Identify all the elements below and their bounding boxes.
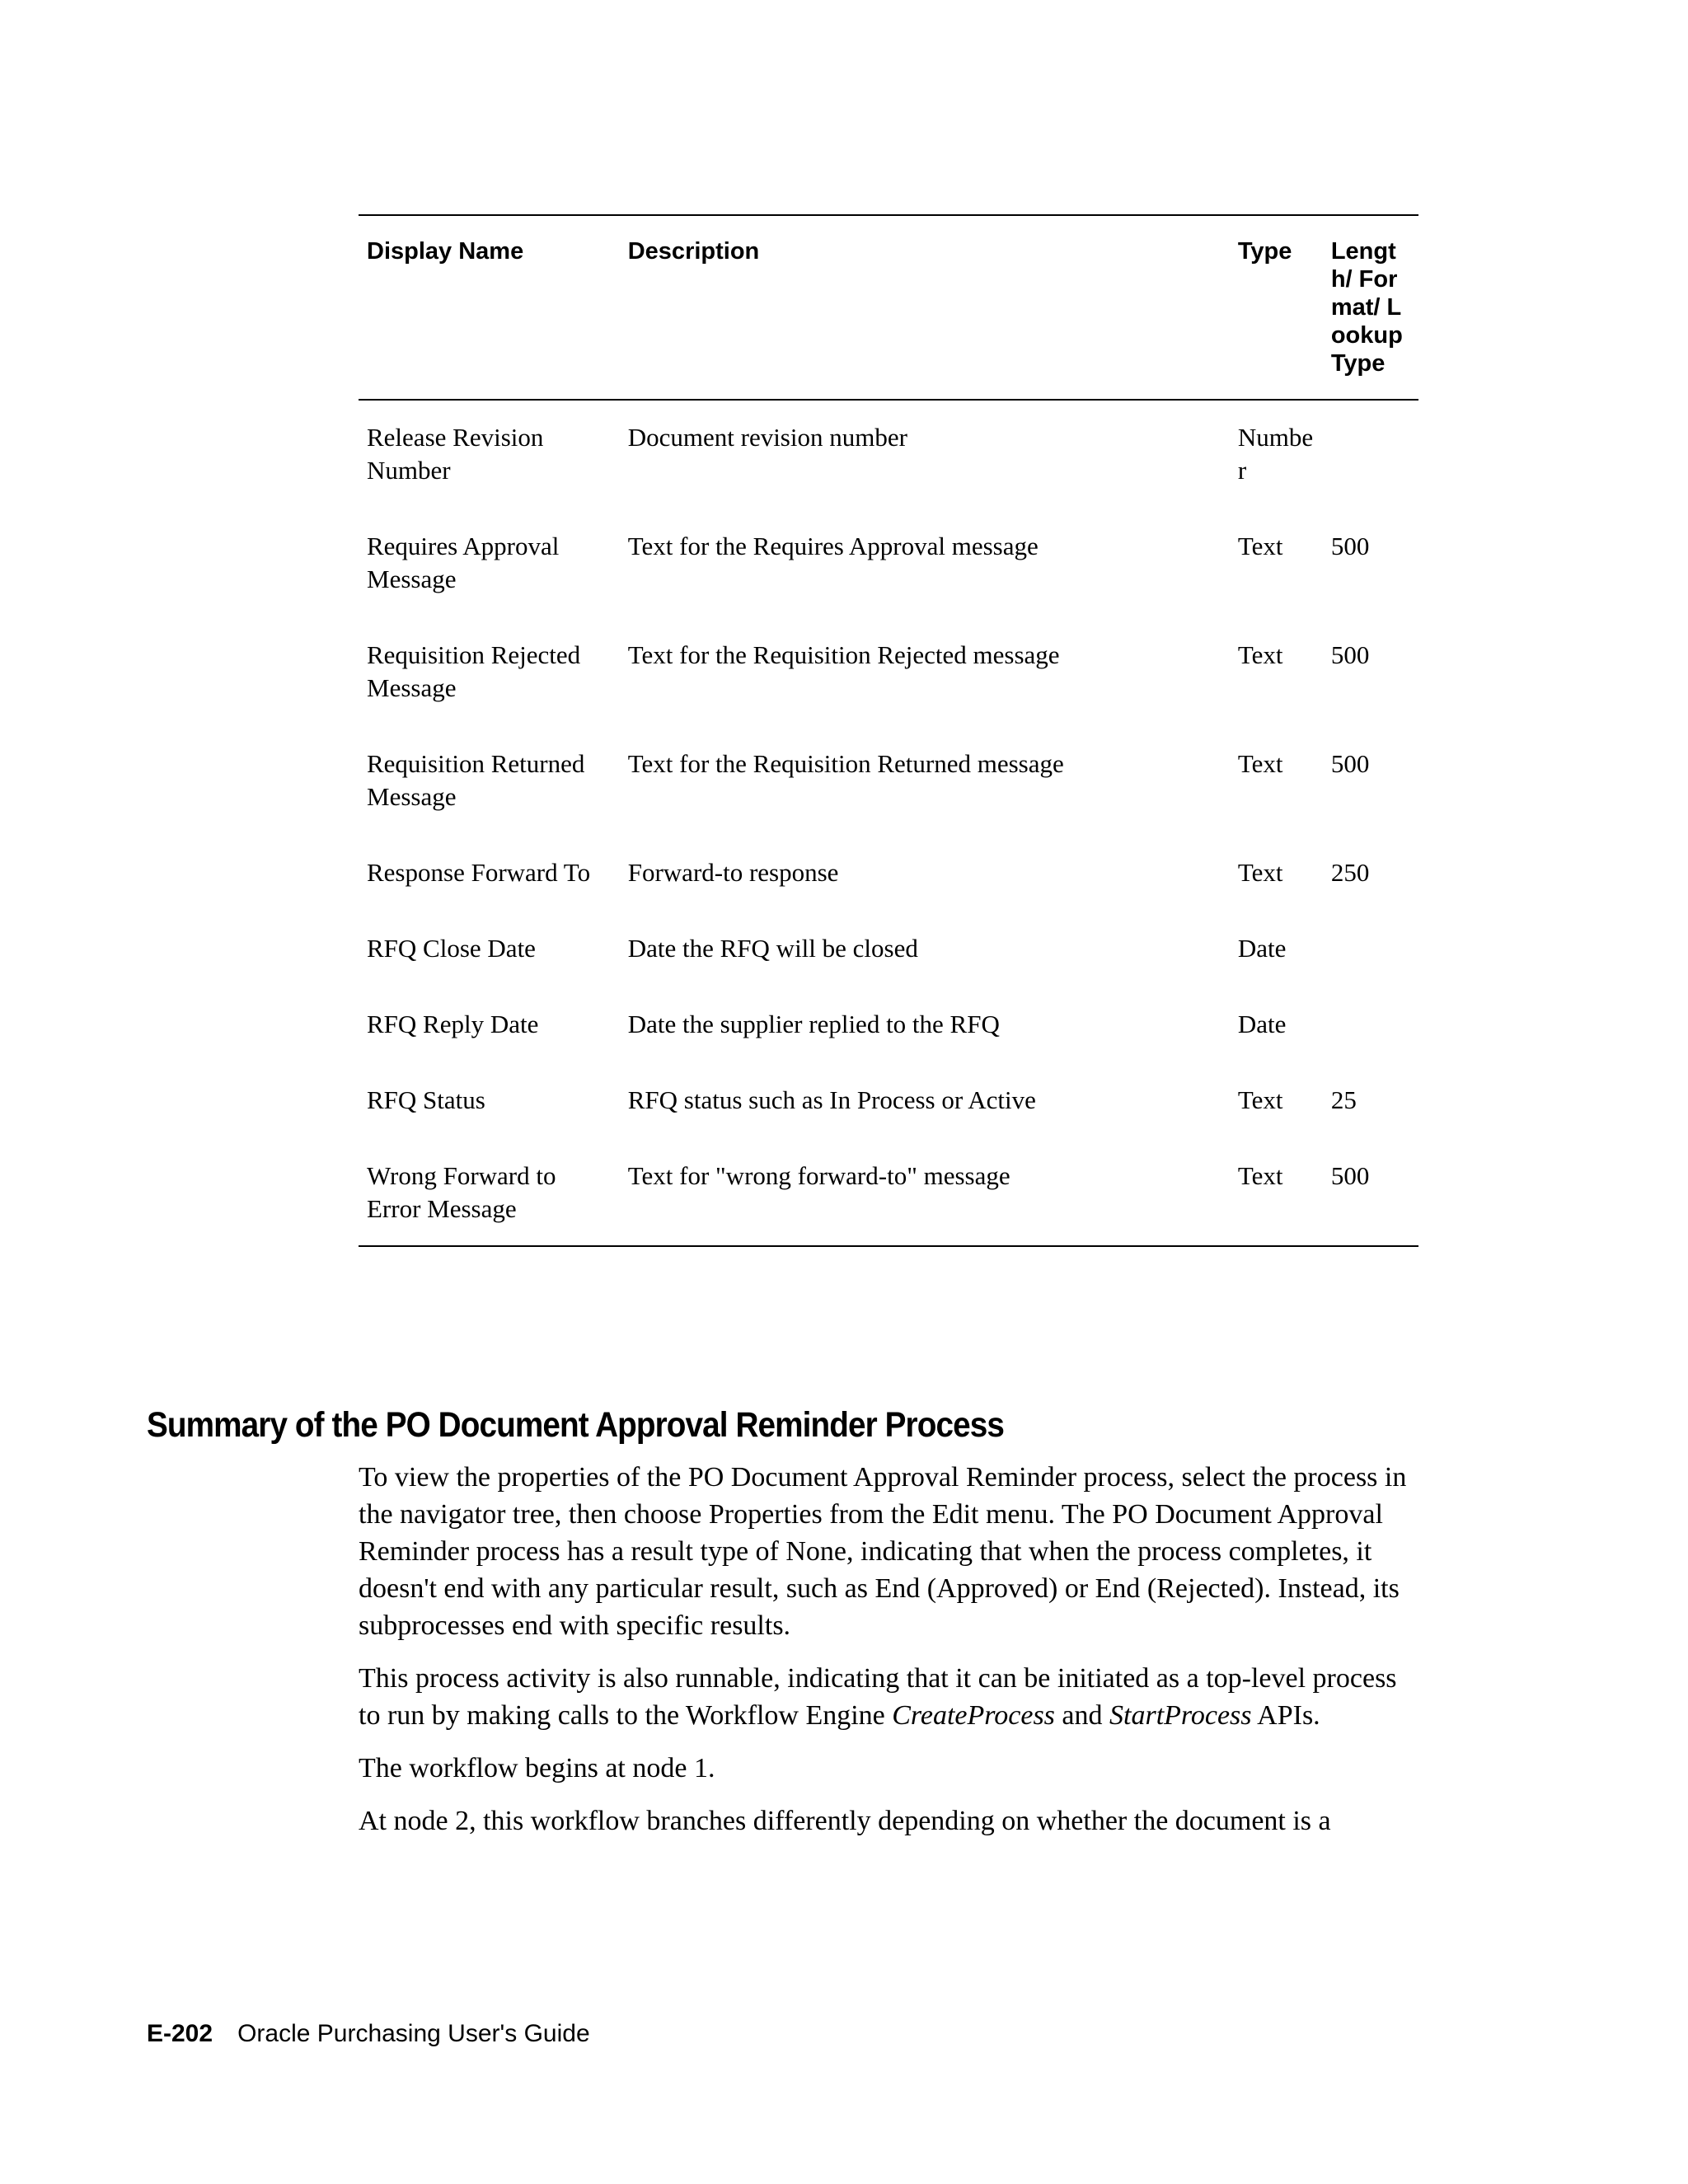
cell-length: 500 bbox=[1330, 1161, 1370, 1190]
cell-description: Text for "wrong forward-to" message bbox=[627, 1161, 1010, 1190]
cell-name: Requisition Returned Message bbox=[367, 749, 585, 811]
table-row bbox=[359, 530, 1418, 639]
cell-description: Date the supplier replied to the RFQ bbox=[627, 1010, 1000, 1038]
header-length-text: Length/ Format/ Lookup Type bbox=[1330, 238, 1403, 377]
cell-name: Requisition Rejected Message bbox=[367, 640, 581, 702]
table-row bbox=[359, 748, 1418, 856]
cell-name: Response Forward To bbox=[367, 858, 591, 887]
table-row bbox=[359, 1084, 1418, 1160]
book-title: Oracle Purchasing User's Guide bbox=[237, 2020, 590, 2047]
cell-name: Requires Approval Message bbox=[367, 532, 560, 593]
cell-name: Wrong Forward to Error Message bbox=[367, 1161, 556, 1223]
header-description: Description bbox=[627, 238, 760, 265]
cell-name: Release Revision Number bbox=[367, 423, 544, 485]
page-number: E-202 bbox=[147, 2020, 213, 2047]
paragraph-properties: To view the properties of the PO Document Approval Reminder process, select the process in the navigator tree, then choose Properties from the Edit menu. The PO Document Approval Reminder process has a result type of None, indicating that when the process completes, it doesn't end with any particular result, such as End (Approved) or End (Rejected). Instead, its subprocesses end with specific results. bbox=[359, 1462, 1407, 1641]
header-length bbox=[1323, 215, 1418, 400]
cell-length: 250 bbox=[1330, 858, 1370, 887]
cell-type: Text bbox=[1237, 532, 1283, 560]
table-header-row bbox=[359, 215, 1418, 400]
header-display-name: Display Name bbox=[367, 238, 524, 265]
table-row bbox=[359, 856, 1418, 932]
cell-description: Date the RFQ will be closed bbox=[627, 934, 918, 963]
cell-length bbox=[1323, 400, 1418, 530]
cell-type: Text bbox=[1237, 640, 1283, 669]
cell-type-text: Number bbox=[1237, 423, 1314, 485]
cell-length: 500 bbox=[1330, 749, 1370, 778]
cell-type: Date bbox=[1237, 1010, 1287, 1038]
paragraph-node-1: The workflow begins at node 1. bbox=[359, 1753, 715, 1783]
cell-type: Text bbox=[1237, 1085, 1283, 1114]
cell-length: 500 bbox=[1330, 640, 1370, 669]
cell-description: Text for the Requisition Rejected message bbox=[627, 640, 1060, 669]
cell-type: Text bbox=[1237, 858, 1283, 887]
cell-length: 500 bbox=[1330, 532, 1370, 560]
cell-length bbox=[1323, 1008, 1418, 1084]
cell-name: RFQ Close Date bbox=[367, 934, 536, 963]
cell-description: Text for the Requisition Returned message bbox=[627, 749, 1064, 778]
table-row bbox=[359, 1160, 1418, 1246]
cell-description: Forward-to response bbox=[627, 858, 839, 887]
cell-length: 25 bbox=[1330, 1085, 1357, 1114]
table-row bbox=[359, 1008, 1418, 1084]
cell-type bbox=[1230, 400, 1323, 530]
paragraph-runnable bbox=[359, 1660, 1422, 1734]
table-row bbox=[359, 639, 1418, 748]
cell-type: Text bbox=[1237, 1161, 1283, 1190]
attributes-table bbox=[359, 214, 1418, 1247]
cell-name: RFQ Reply Date bbox=[367, 1010, 539, 1038]
paragraph-node-2: At node 2, this workflow branches differently depending on whether the document is a bbox=[359, 1806, 1331, 1836]
table-row bbox=[359, 400, 1418, 530]
paragraph-runnable-intro: This process activity is also runnable, indicating that it can be initiated as a top-level process to run by making calls to the Workflow Engine bbox=[359, 1663, 1397, 1731]
cell-description: RFQ status such as In Process or Active bbox=[627, 1085, 1036, 1114]
page-footer bbox=[147, 2019, 590, 2049]
paragraph-runnable-and: and bbox=[1054, 1700, 1110, 1731]
table-row bbox=[359, 932, 1418, 1008]
cell-type: Text bbox=[1237, 749, 1283, 778]
section-heading: Summary of the PO Document Approval Reminder Process bbox=[147, 1405, 1004, 1445]
api-create-process: CreateProcess bbox=[892, 1700, 1055, 1731]
section-body bbox=[359, 1459, 1422, 1855]
cell-name: RFQ Status bbox=[367, 1085, 485, 1114]
cell-type: Date bbox=[1237, 934, 1287, 963]
header-type: Type bbox=[1237, 238, 1292, 265]
api-start-process: StartProcess bbox=[1109, 1700, 1252, 1731]
cell-length bbox=[1323, 932, 1418, 1008]
cell-description: Text for the Requires Approval message bbox=[627, 532, 1039, 560]
cell-description: Document revision number bbox=[627, 423, 907, 452]
paragraph-runnable-end: APIs. bbox=[1251, 1700, 1320, 1731]
